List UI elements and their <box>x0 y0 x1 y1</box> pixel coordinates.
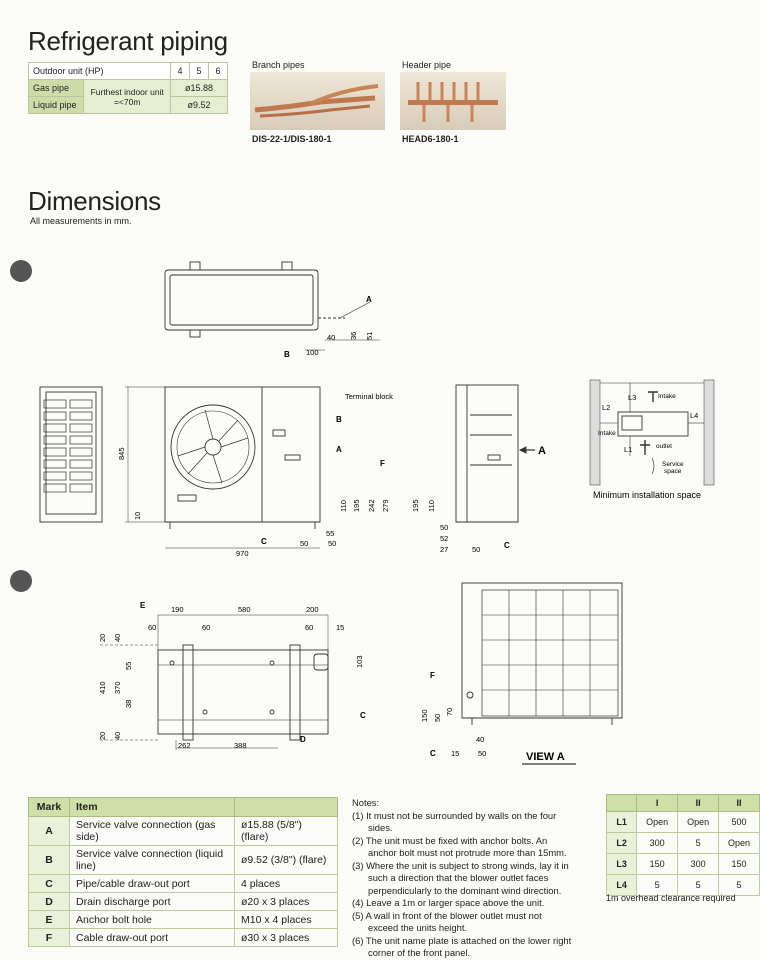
intake-side-label: Intake <box>598 430 616 437</box>
item-value: M10 x 4 places <box>235 911 338 929</box>
space-cell: 150 <box>719 854 760 875</box>
piping-header-5: 5 <box>190 63 209 80</box>
space-l2: L2 <box>602 403 611 412</box>
space-mark: L3 <box>607 854 637 875</box>
items-header-mark: Mark <box>29 798 70 817</box>
item-name: Service valve connection (gas side) <box>70 817 235 846</box>
item-value: ø20 x 3 places <box>235 893 338 911</box>
space-header-1: I <box>637 795 678 812</box>
dim-388: 388 <box>234 741 247 750</box>
space-cell: Open <box>719 833 760 854</box>
table-row <box>29 817 338 846</box>
dim-370: 370 <box>113 681 122 694</box>
min-space-caption: Minimum installation space <box>593 490 702 500</box>
dim-55-bottom: 55 <box>124 661 133 670</box>
item-value: 4 places <box>235 875 338 893</box>
note-1: (1) It must not be surrounded by walls on the four sides. <box>352 809 557 833</box>
branch-pipes-title: Branch pipes <box>252 60 305 70</box>
space-cell: 5 <box>678 875 719 896</box>
space-l4: L4 <box>690 411 699 420</box>
piping-header-unit: Outdoor unit (HP) <box>29 63 171 80</box>
front-view <box>125 387 320 548</box>
item-mark: E <box>29 911 70 929</box>
item-value: ø9.52 (3/8") (flare) <box>235 846 338 875</box>
item-mark: D <box>29 893 70 911</box>
space-header-2: II <box>678 795 719 812</box>
item-name: Anchor bolt hole <box>70 911 235 929</box>
dim-50-side: 50 <box>440 523 449 532</box>
dim-200: 200 <box>306 605 319 614</box>
note-2: (2) The unit must be fixed with anchor bolts. An anchor bolt must not protrude more than 15mm. <box>352 834 567 858</box>
outlet-label: outlet <box>656 443 672 450</box>
table-row <box>29 911 338 929</box>
space-cell: 150 <box>637 854 678 875</box>
dim-50-front: 50 <box>300 539 309 548</box>
notes <box>352 797 574 960</box>
label-a-side: A <box>538 445 546 457</box>
item-value: ø30 x 3 places <box>235 929 338 947</box>
dim-195-side: 195 <box>411 499 420 512</box>
item-mark: C <box>29 875 70 893</box>
dim-110-side: 110 <box>427 500 436 512</box>
table-row <box>29 846 338 875</box>
dim-20-b: 20 <box>98 731 107 740</box>
dim-150: 150 <box>420 709 429 722</box>
space-cell: 500 <box>719 812 760 833</box>
space-header-3: II <box>719 795 760 812</box>
dim-52: 52 <box>440 534 449 543</box>
branch-pipes-caption: DIS-22-1/DIS-180-1 <box>252 134 332 144</box>
intake-top-label: Intake <box>658 393 676 400</box>
dim-40-a: 40 <box>113 633 122 642</box>
notes-title: Notes: <box>352 797 380 808</box>
service-label: Service <box>662 461 684 468</box>
dim-242: 242 <box>367 499 376 512</box>
dim-10: 10 <box>133 511 142 520</box>
piping-header-6: 6 <box>209 63 228 80</box>
item-name: Cable draw-out port <box>70 929 235 947</box>
liquid-pipe-label: Liquid pipe <box>29 97 84 114</box>
left-side-view <box>40 387 102 522</box>
label-a-front: A <box>336 445 342 454</box>
space-cell: 5 <box>719 875 760 896</box>
piping-header-4: 4 <box>171 63 190 80</box>
furthest-unit-line1: Furthest indoor unit <box>90 86 164 97</box>
space-cell: Open <box>637 812 678 833</box>
item-name: Service valve connection (liquid line) <box>70 846 235 875</box>
piping-title: Refrigerant piping <box>28 26 228 56</box>
label-c-bottom: C <box>360 711 366 720</box>
dim-60-b: 60 <box>202 623 211 632</box>
furthest-unit-line2: =<70m <box>113 96 141 107</box>
dim-845: 845 <box>117 447 126 460</box>
dim-110-front: 110 <box>339 500 348 512</box>
table-row <box>29 875 338 893</box>
dim-70: 70 <box>445 707 454 716</box>
dim-27: 27 <box>440 545 449 554</box>
dim-50-side-b: 50 <box>472 545 481 554</box>
space-mark: L1 <box>607 812 637 833</box>
dim-15-view-a: 15 <box>451 749 460 758</box>
space-table <box>606 794 760 896</box>
item-mark: F <box>29 929 70 947</box>
items-header-value <box>235 798 338 817</box>
dim-51-top: 51 <box>365 331 374 340</box>
dim-100-top: 100 <box>306 348 319 357</box>
item-name: Drain discharge port <box>70 893 235 911</box>
space-cell: 300 <box>637 833 678 854</box>
dim-50-front-b: 50 <box>328 539 337 548</box>
item-mark: A <box>29 817 70 846</box>
dim-55: 55 <box>326 529 335 538</box>
items-header-item: Item <box>70 798 235 817</box>
dim-970: 970 <box>236 549 249 558</box>
dim-410: 410 <box>98 681 107 694</box>
dim-40-top: 40 <box>327 333 336 342</box>
space-mark: L4 <box>607 875 637 896</box>
space-label: space <box>664 468 682 475</box>
dim-195-front: 195 <box>352 499 361 512</box>
gas-pipe-label: Gas pipe <box>29 80 84 97</box>
note-3: (3) Where the unit is subject to strong winds, lay it in such a direction that the blower outlet faces perpendicularly to the dominant wind direction. <box>352 859 569 896</box>
label-f-view-a: F <box>430 671 435 680</box>
dim-38: 38 <box>124 699 133 708</box>
terminal-block-label: Terminal block <box>345 392 393 401</box>
note-5: (5) A wall in front of the blower outlet must not exceed the units height. <box>352 909 542 933</box>
dim-262: 262 <box>178 741 191 750</box>
table-row <box>29 893 338 911</box>
header-pipe-title: Header pipe <box>402 60 452 70</box>
dim-580: 580 <box>238 605 251 614</box>
space-cell: 300 <box>678 854 719 875</box>
table-row <box>607 854 760 875</box>
dim-190: 190 <box>171 605 184 614</box>
table-row <box>607 812 760 833</box>
dim-20-a: 20 <box>98 633 107 642</box>
label-c-view-a: C <box>430 749 436 758</box>
label-c-front: C <box>261 537 267 546</box>
right-side-view <box>456 385 535 522</box>
space-table-footer: 1m overhead clearance required <box>606 893 736 903</box>
dim-60-a: 60 <box>148 623 157 632</box>
item-mark: B <box>29 846 70 875</box>
label-f-front: F <box>380 459 385 468</box>
space-cell: 5 <box>637 875 678 896</box>
label-b-front: B <box>336 415 342 424</box>
space-mark: L2 <box>607 833 637 854</box>
item-name: Pipe/cable draw-out port <box>70 875 235 893</box>
dim-40-b: 40 <box>113 731 122 740</box>
dimensions-subtitle: All measurements in mm. <box>30 216 132 226</box>
dim-50-view-a: 50 <box>433 713 442 722</box>
space-cell: Open <box>678 812 719 833</box>
item-value: ø15.88 (5/8") (flare) <box>235 817 338 846</box>
label-a-top: A <box>366 295 372 304</box>
gas-pipe-value: ø15.88 <box>171 80 228 97</box>
dim-60-c: 60 <box>305 623 314 632</box>
label-e: E <box>140 601 146 610</box>
dim-103: 103 <box>355 655 364 668</box>
top-view <box>165 262 380 350</box>
view-a-caption: VIEW A <box>526 751 565 763</box>
table-row <box>29 929 338 947</box>
label-d: D <box>300 735 306 744</box>
items-table <box>28 797 338 947</box>
bottom-view <box>100 615 328 750</box>
dim-279: 279 <box>381 499 390 512</box>
dim-50-view-a-b: 50 <box>478 749 487 758</box>
space-l3: L3 <box>628 393 637 402</box>
dim-36-top: 36 <box>349 331 358 340</box>
label-c-side: C <box>504 541 510 550</box>
dimensions-title: Dimensions <box>28 186 161 216</box>
note-4: (4) Leave a 1m or larger space above the unit. <box>352 897 545 908</box>
header-pipe-caption: HEAD6-180-1 <box>402 134 459 144</box>
view-a <box>462 583 622 725</box>
dim-40-view-a: 40 <box>476 735 485 744</box>
note-6: (6) The unit name plate is attached on the lower right corner of the front panel. <box>352 934 572 958</box>
space-header-blank <box>607 795 637 812</box>
space-cell: 5 <box>678 833 719 854</box>
liquid-pipe-value: ø9.52 <box>171 97 228 114</box>
dim-15-bottom: 15 <box>336 623 345 632</box>
space-l1: L1 <box>624 445 633 454</box>
label-b-top: B <box>284 350 290 359</box>
table-row <box>607 833 760 854</box>
